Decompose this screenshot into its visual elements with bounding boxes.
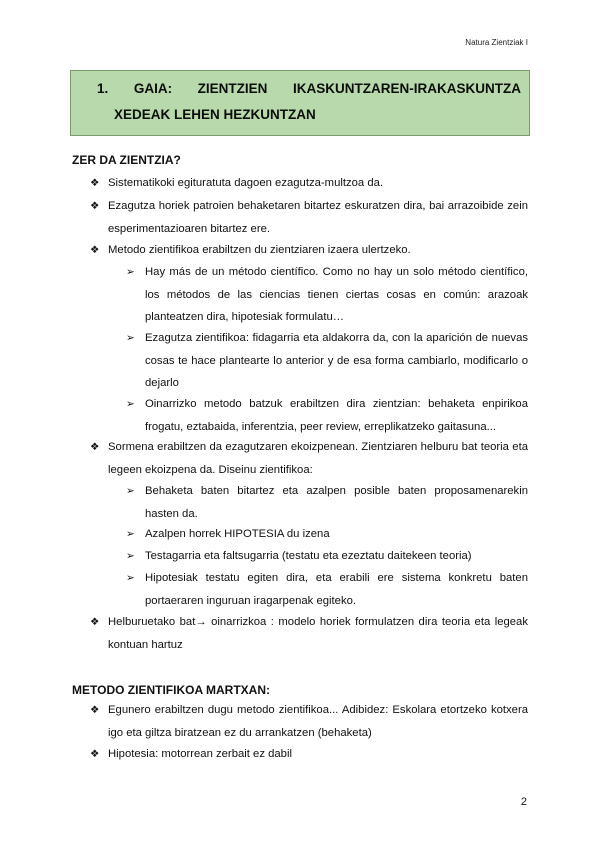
bullet-arrow-icon: ➢ — [126, 528, 135, 540]
chapter-title-word-3: IKASKUNTZAREN-IRAKASKUNTZA — [293, 81, 521, 96]
sub-list-item: Hay más de un método científico. Como no hay un solo método científico, los métodos de las ciencias tienen ciertas cosas en común: arazoak planteatzen dira, hipotesiak formulatu… — [145, 266, 528, 323]
list-item: Sormena erabiltzen da ezagutzaren ekoizpenean. Zientziaren helburu bat teoria eta legeen ekoizpena da. Diseinu zientifikoa: — [108, 441, 528, 476]
list-item: Sistematikoki egituratuta dagoen ezagutza-multzoa da. — [108, 177, 384, 189]
chapter-number: 1. — [97, 81, 109, 96]
bullet-arrow-icon: ➢ — [126, 485, 135, 497]
list-item: Helburuetako bat→ oinarrizkoa : modelo horiek formulatzen dira teoria eta legeak kontuan hartuz — [108, 616, 528, 651]
bullet-arrow-icon: ➢ — [126, 266, 135, 278]
bullet-diamond-icon: ❖ — [90, 177, 100, 189]
bullet-arrow-icon: ➢ — [126, 572, 135, 584]
list-item: Ezagutza horiek patroien behaketaren bitartez eskuratzen dira, bai arrazoibide zein esperimentazioaren bitartez ere. — [108, 200, 528, 235]
sub-list-item: Azalpen horrek HIPOTESIA du izena — [145, 528, 330, 540]
sub-list-item: Oinarrizko metodo batzuk erabiltzen dira zientzian: behaketa enpirikoa frogatu, eztabaida, inferentzia, peer review, erreplikatzeko gaitasuna... — [145, 398, 528, 433]
bullet-arrow-icon: ➢ — [126, 550, 135, 562]
section-heading-metodo-zientifikoa: METODO ZIENTIFIKOA MARTXAN: — [72, 683, 270, 697]
chapter-title-line-1 — [97, 81, 521, 96]
bullet-diamond-icon: ❖ — [90, 748, 100, 760]
list-item: Hipotesia: motorrean zerbait ez dabil — [108, 748, 292, 760]
list-item: Metodo zientifikoa erabiltzen du zientziaren izaera ulertzeko. — [108, 244, 411, 256]
sub-list-item: Testagarria eta faltsugarria (testatu eta ezeztatu daitekeen teoria) — [145, 550, 472, 562]
section-heading-zer-da-zientzia: ZER DA ZIENTZIA? — [72, 153, 181, 167]
bullet-diamond-icon: ❖ — [90, 441, 100, 453]
chapter-title-line-2: XEDEAK LEHEN HEZKUNTZAN — [114, 107, 316, 122]
bullet-arrow-icon: ➢ — [126, 332, 135, 344]
bullet-diamond-icon: ❖ — [90, 616, 100, 628]
sub-list-item: Behaketa baten bitartez eta azalpen posible baten proposamenarekin hasten da. — [145, 485, 528, 520]
bullet-diamond-icon: ❖ — [90, 244, 100, 256]
sub-list-item: Hipotesiak testatu egiten dira, eta erabili ere sistema konkretu baten portaeraren inguruan iragarpenak egiteko. — [145, 572, 528, 607]
page-header: Natura Zientziak I — [465, 38, 528, 47]
page-number: 2 — [520, 796, 527, 808]
chapter-title-word-1: GAIA: — [133, 81, 173, 96]
bullet-diamond-icon: ❖ — [90, 200, 100, 212]
chapter-title-word-2: ZIENTZIEN — [197, 81, 268, 96]
list-item: Egunero erabiltzen dugu metodo zientifikoa... Adibidez: Eskolara etortzeko kotxera igo eta giltza biratzean ez du arrankatzen (behaketa) — [108, 704, 528, 739]
bullet-diamond-icon: ❖ — [90, 704, 100, 716]
bullet-arrow-icon: ➢ — [126, 398, 135, 410]
sub-list-item: Ezagutza zientifikoa: fidagarria eta aldakorra da, con la aparición de nuevas cosas te hace plantearte lo anterior y de esa forma cambiarlo, modificarlo o dejarlo — [145, 332, 528, 389]
chapter-title-box — [70, 70, 530, 136]
